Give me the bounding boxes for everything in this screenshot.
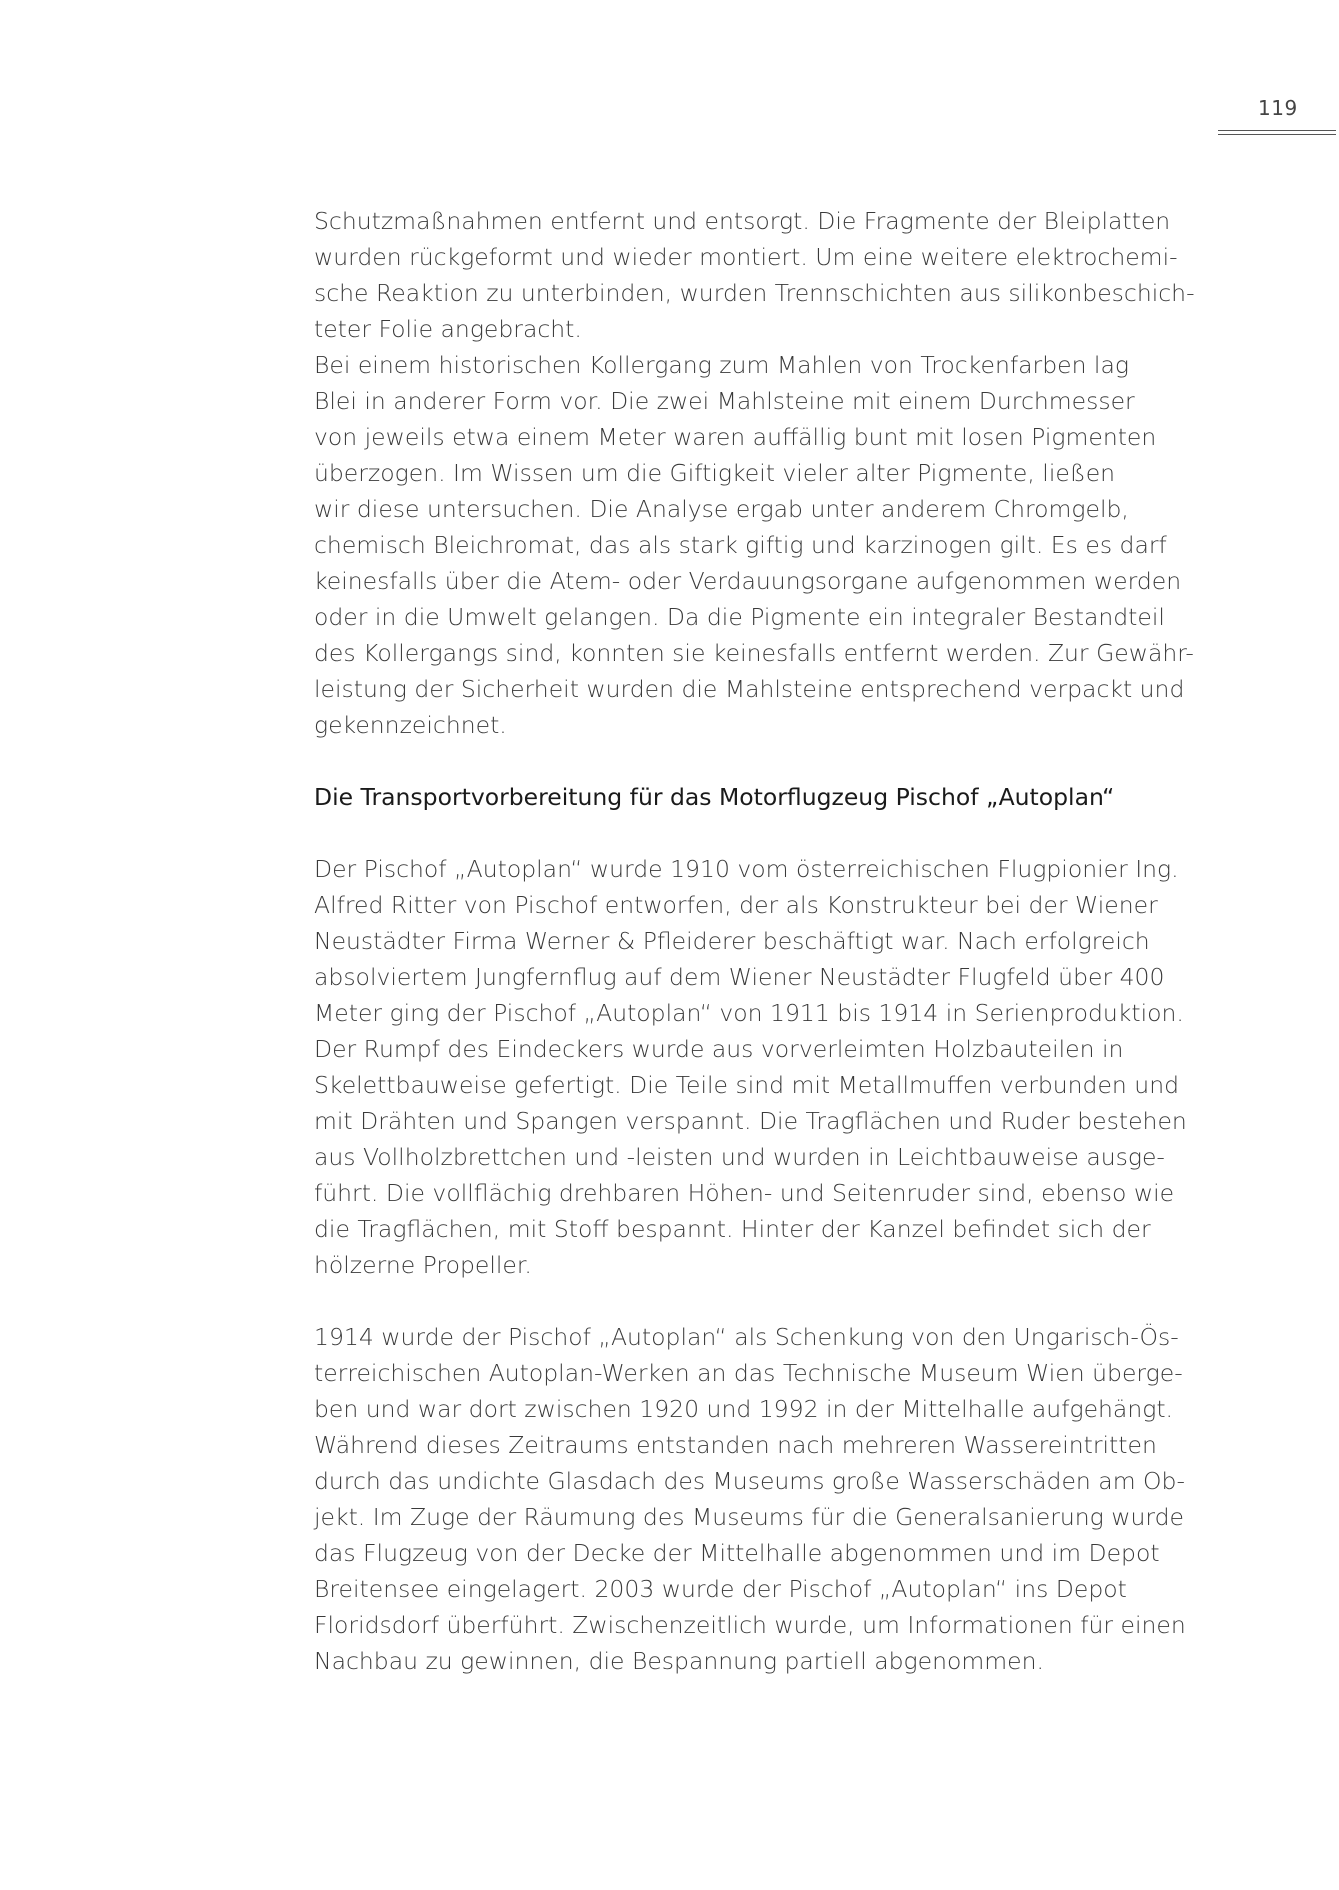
text-line: Breitensee eingelagert. 2003 wurde der Pischof „Autoplan“ ins Depot: [314, 1575, 1127, 1603]
header-rule-top: [1218, 130, 1336, 131]
text-line: chemisch Bleichromat, das als stark giftig und karzinogen gilt. Es es darf: [314, 531, 1167, 559]
text-line: keinesfalls über die Atem- oder Verdauungsorgane aufgenommen werden: [314, 567, 1182, 595]
text-line: Der Pischof „Autoplan“ wurde 1910 vom österreichischen Flugpionier Ing.: [314, 855, 1179, 883]
paragraph-1: [314, 203, 1314, 743]
text-line: terreichischen Autoplan-Werken an das Technische Museum Wien überge-: [314, 1359, 1183, 1387]
text-line: Während dieses Zeitraums entstanden nach mehreren Wassereintritten: [314, 1431, 1157, 1459]
paragraph-gap: [314, 1283, 1314, 1319]
text-line: Meter ging der Pischof „Autoplan“ von 1911 bis 1914 in Serienproduktion.: [314, 999, 1184, 1027]
text-line: die Tragflächen, mit Stoff bespannt. Hinter der Kanzel befindet sich der: [314, 1215, 1151, 1243]
text-line: überzogen. Im Wissen um die Giftigkeit vieler alter Pigmente, ließen: [314, 459, 1116, 487]
text-line: Floridsdorf überführt. Zwischenzeitlich wurde, um Informationen für einen: [314, 1611, 1186, 1639]
header-rule-bottom: [1218, 134, 1336, 135]
text-line: 1914 wurde der Pischof „Autoplan“ als Schenkung von den Ungarisch-Ös-: [314, 1323, 1179, 1351]
body-text: [314, 203, 1314, 1679]
text-line: Schutzmaßnahmen entfernt und entsorgt. Die Fragmente der Bleiplatten: [314, 207, 1171, 235]
text-line: absolviertem Jungfernflug auf dem Wiener Neustädter Flugfeld über 400: [314, 963, 1165, 991]
text-line: Der Rumpf des Eindeckers wurde aus vorverleimten Holzbauteilen in: [314, 1035, 1124, 1063]
text-line: wir diese untersuchen. Die Analyse ergab unter anderem Chromgelb,: [314, 495, 1129, 523]
paragraph-2: [314, 851, 1314, 1283]
page-number: 119: [1258, 96, 1298, 120]
text-line: Nachbau zu gewinnen, die Bespannung partiell abgenommen.: [314, 1647, 1044, 1675]
text-line: oder in die Umwelt gelangen. Da die Pigmente ein integraler Bestandteil: [314, 603, 1165, 631]
text-line: des Kollergangs sind, konnten sie keinesfalls entfernt werden. Zur Gewähr-: [314, 639, 1194, 667]
text-line: Bei einem historischen Kollergang zum Mahlen von Trockenfarben lag: [314, 351, 1129, 379]
text-line: wurden rückgeformt und wieder montiert. Um eine weitere elektrochemi-: [314, 243, 1178, 271]
text-line: jekt. Im Zuge der Räumung des Museums für die Generalsanierung wurde: [314, 1503, 1184, 1531]
paragraph-3: [314, 1319, 1314, 1679]
text-line: mit Drähten und Spangen verspannt. Die Tragflächen und Ruder bestehen: [314, 1107, 1187, 1135]
text-line: ben und war dort zwischen 1920 und 1992 in der Mittelhalle aufgehängt.: [314, 1395, 1174, 1423]
text-line: teter Folie angebracht.: [314, 315, 582, 343]
text-line: Alfred Ritter von Pischof entworfen, der als Konstrukteur bei der Wiener: [314, 891, 1158, 919]
section-heading: Die Transportvorbereitung für das Motorflugzeug Pischof „Autoplan“: [314, 783, 1115, 811]
text-line: Neustädter Firma Werner & Pfleiderer beschäftigt war. Nach erfolgreich: [314, 927, 1150, 955]
text-line: durch das undichte Glasdach des Museums große Wasserschäden am Ob-: [314, 1467, 1185, 1495]
text-line: Blei in anderer Form vor. Die zwei Mahlsteine mit einem Durchmesser: [314, 387, 1135, 415]
text-line: gekennzeichnet.: [314, 711, 507, 739]
text-line: leistung der Sicherheit wurden die Mahlsteine entsprechend verpackt und: [314, 675, 1185, 703]
text-line: Skelettbauweise gefertigt. Die Teile sind mit Metallmuffen verbunden und: [314, 1071, 1180, 1099]
text-line: führt. Die vollflächig drehbaren Höhen- und Seitenruder sind, ebenso wie: [314, 1179, 1175, 1207]
text-line: sche Reaktion zu unterbinden, wurden Trennschichten aus silikonbeschich-: [314, 279, 1195, 307]
text-line: hölzerne Propeller.: [314, 1251, 532, 1279]
text-line: das Flugzeug von der Decke der Mittelhalle abgenommen und im Depot: [314, 1539, 1160, 1567]
text-line: von jeweils etwa einem Meter waren auffällig bunt mit losen Pigmenten: [314, 423, 1157, 451]
text-line: aus Vollholzbrettchen und -leisten und wurden in Leichtbauweise ausge-: [314, 1143, 1165, 1171]
